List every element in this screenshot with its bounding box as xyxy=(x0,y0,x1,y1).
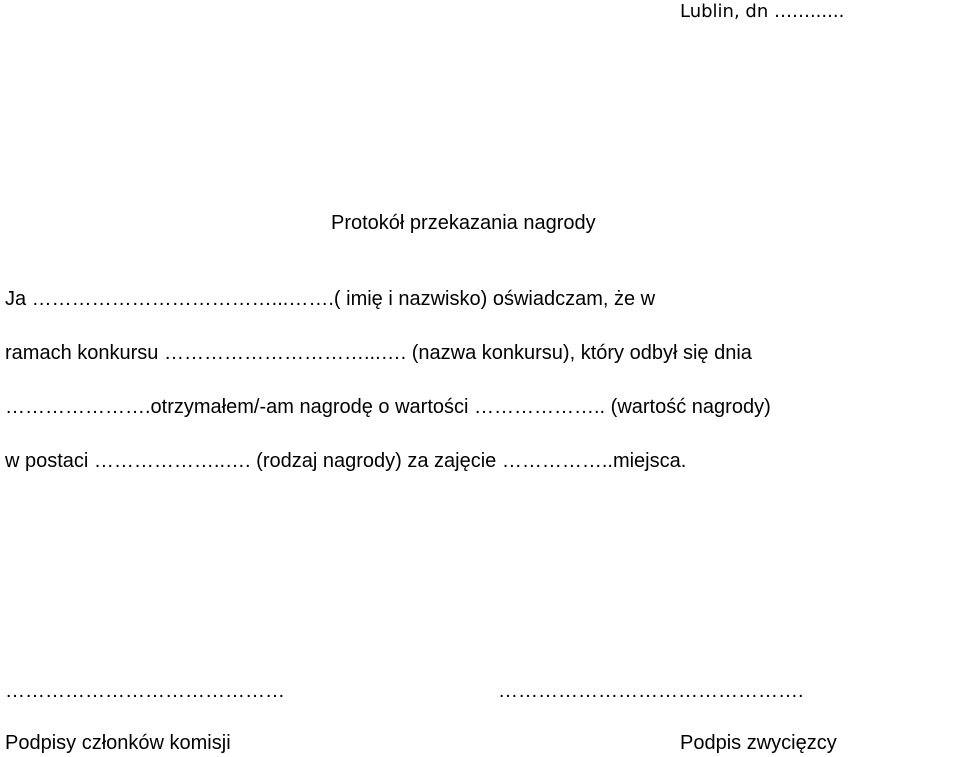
statement-line-value: ………………….otrzymałem/-am nagrodę o wartości ……………….. (wartość nagrody) xyxy=(5,396,771,418)
winner-signature-label: Podpis zwycięzcy xyxy=(680,732,837,754)
document-title: Protokół przekazania nagrody xyxy=(331,212,596,234)
statement-line-prize-type: w postaci ………………..…. (rodzaj nagrody) za zajęcie ……………..miejsca. xyxy=(5,450,687,472)
winner-signature-line: ………………………………………. xyxy=(498,680,804,702)
commission-signature-label: Podpisy członków komisji xyxy=(5,732,231,754)
place-date: Lublin, dn ……...... xyxy=(680,1,845,22)
statement-line-contest: ramach konkursu …………………………...…. (nazwa konkursu), który odbył się dnia xyxy=(5,342,752,364)
commission-signature-line: …………………………………… xyxy=(5,680,285,702)
statement-line-name: Ja ………………………………...…….( imię i nazwisko) oświadczam, że w xyxy=(5,288,656,310)
